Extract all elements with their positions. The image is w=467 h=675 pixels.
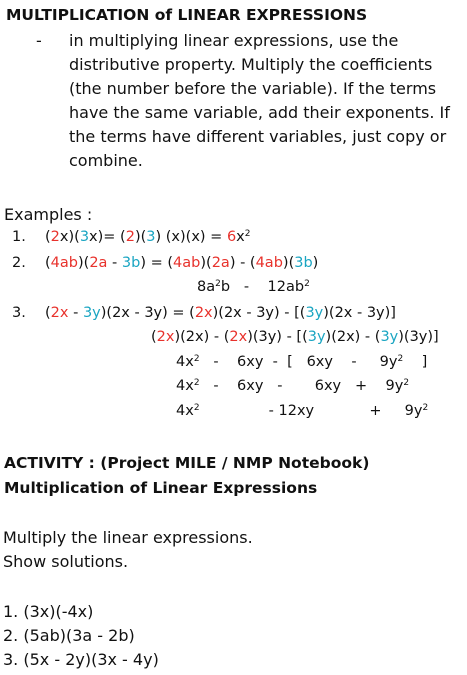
example-number: 3. bbox=[12, 305, 26, 321]
ex1-paren-open: ( bbox=[45, 229, 51, 245]
bullet-line: in multiplying linear expressions, use the bbox=[69, 31, 399, 50]
page-title: MULTIPLICATION of LINEAR EXPRESSIONS bbox=[6, 6, 368, 24]
example-1-line: (2x)(3x)= (2)(3) $(x)(x) = 6x^2$ bbox=[45, 229, 251, 245]
activity-heading: ACTIVITY : (Project MILE / NMP Notebook) bbox=[4, 454, 370, 472]
bullet-line: distributive property. Multiply the coefficients bbox=[69, 55, 433, 74]
activity-instruction: Show solutions. bbox=[3, 552, 129, 571]
ex2-red: 4ab bbox=[173, 255, 201, 271]
activity-item: 1. (3x)(-4x) bbox=[3, 602, 94, 621]
example-2-result: $8a^2b$ - $12ab^2$ bbox=[197, 279, 310, 295]
activity-subheading: Multiplication of Linear Expressions bbox=[4, 479, 318, 497]
ex1-teal-coef: 3 bbox=[146, 229, 156, 245]
activity-instruction: Multiply the linear expressions. bbox=[3, 528, 253, 547]
ex3-red: 2x bbox=[50, 305, 69, 321]
bullet-line: have the same variable, add their exponents. If bbox=[69, 103, 450, 122]
example-3-step-2: (2x)(2x) - (2x)(3y) - [(3y)(2x) - (3y)(3y)] bbox=[151, 329, 439, 345]
examples-label: Examples : bbox=[4, 205, 93, 224]
bullet-paragraph bbox=[69, 29, 459, 173]
bullet-line: the terms have different variables, just copy or bbox=[69, 127, 447, 146]
example-number: 2. bbox=[12, 255, 26, 271]
bullet-line: (the number before the variable). If the terms bbox=[69, 79, 437, 98]
bullet-line: combine. bbox=[69, 151, 143, 170]
ex3-teal: 3y bbox=[305, 305, 324, 321]
example-3-step-4: $4x^2$ - 6xy - 6xy + $9y^2$ bbox=[176, 378, 410, 394]
ex3-red: 2x bbox=[229, 329, 248, 345]
example-2-line: (4ab)(2a - 3b) = (4ab)(2a) - (4ab)(3b) bbox=[45, 255, 319, 271]
activity-item: 3. (5x - 2y)(3x - 4y) bbox=[3, 650, 159, 669]
ex3-teal: 3y bbox=[380, 329, 399, 345]
ex1-result: 6 bbox=[226, 229, 237, 245]
ex1-red-coef: 2 bbox=[125, 229, 135, 245]
example-3-step-3: $4x^2$ - 6xy - [ 6xy - $9y^2$ ] bbox=[176, 354, 428, 370]
ex3-teal: 3y bbox=[307, 329, 326, 345]
example-3-step-5: $4x^2$ - 12xy + $9y^2$ bbox=[176, 403, 429, 419]
activity-item: 2. (5ab)(3a - 2b) bbox=[3, 626, 135, 645]
example-3-line: (2x - 3y)(2x - 3y) = (2x)(2x - 3y) - [(3y)(2x - 3y)] bbox=[45, 305, 396, 321]
ex3-teal: 3y bbox=[82, 305, 101, 321]
ex2-red: 4ab bbox=[50, 255, 78, 271]
ex3-red: 2x bbox=[194, 305, 213, 321]
ex1-teal-coef: 3 bbox=[79, 229, 90, 245]
ex2-teal: 3b bbox=[121, 255, 141, 271]
ex2-red: 4ab bbox=[255, 255, 283, 271]
bullet-marker: - bbox=[36, 31, 42, 50]
ex2-red: 2a bbox=[89, 255, 108, 271]
ex2-red: 2a bbox=[211, 255, 230, 271]
example-number: 1. bbox=[12, 229, 26, 245]
ex3-red: 2x bbox=[156, 329, 175, 345]
ex1-red-coef: 2 bbox=[50, 229, 60, 245]
ex2-teal: 3b bbox=[294, 255, 313, 271]
